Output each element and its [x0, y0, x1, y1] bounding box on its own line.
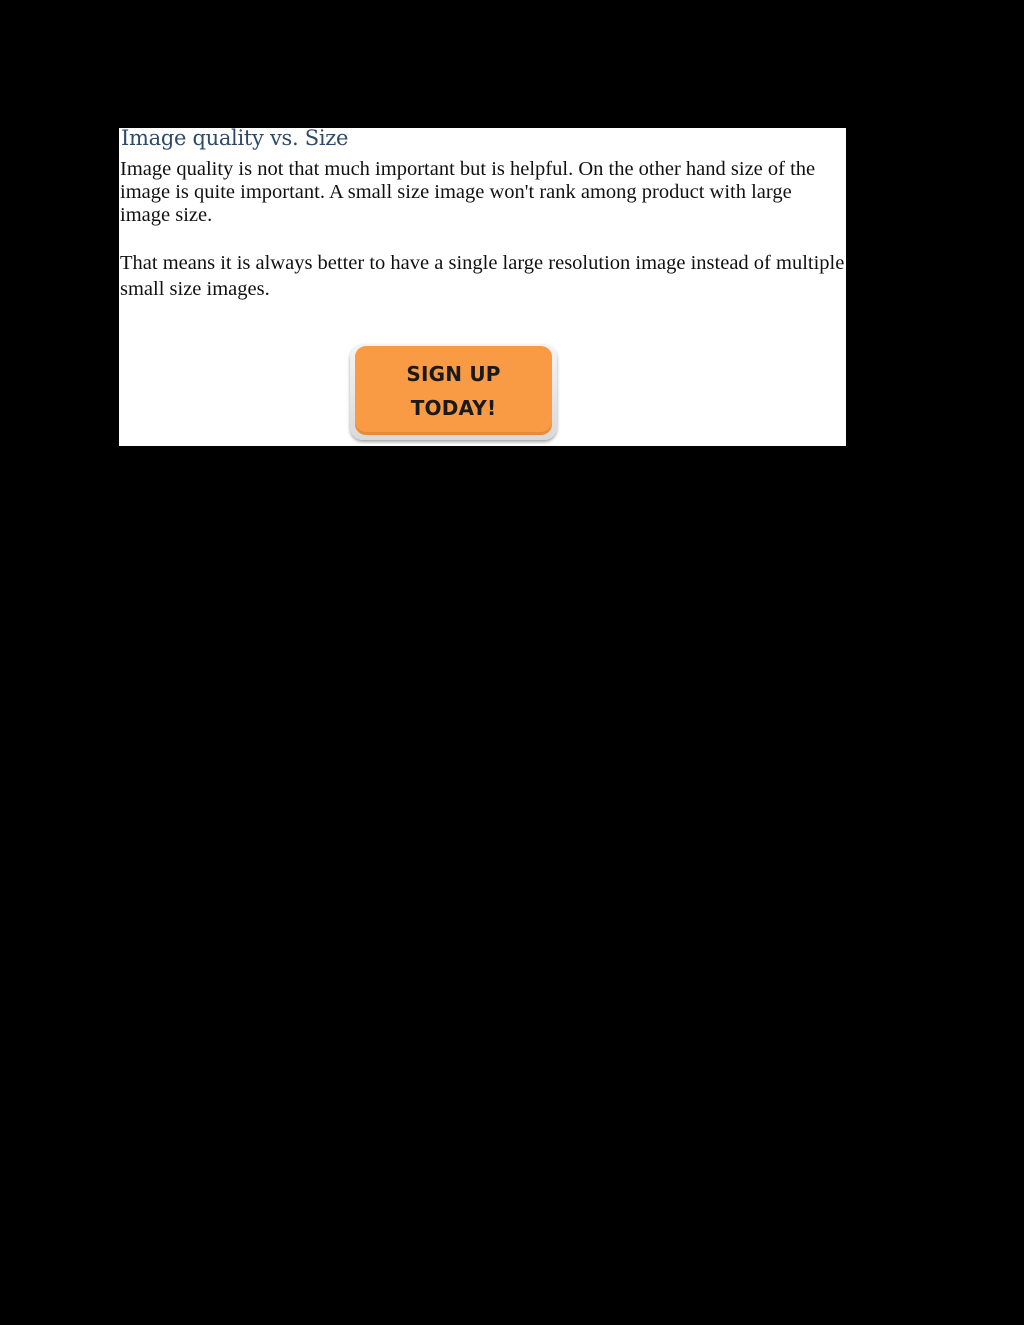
paragraph-resolution: That means it is always better to have a single large resolution image instead of multiple small size images. [120, 252, 845, 300]
content-box [119, 128, 846, 446]
signup-button-label-line-1: SIGN UP [406, 361, 501, 386]
signup-button-label-line-2: TODAY! [410, 395, 497, 420]
section-heading: Image quality vs. Size [121, 128, 349, 150]
signup-button-frame [350, 344, 557, 440]
signup-button[interactable] [355, 346, 552, 435]
paragraph-image-quality: Image quality is not that much important but is helpful. On the other hand size of the image is quite important. A small size image won't rank among product with large image size. [120, 158, 816, 226]
